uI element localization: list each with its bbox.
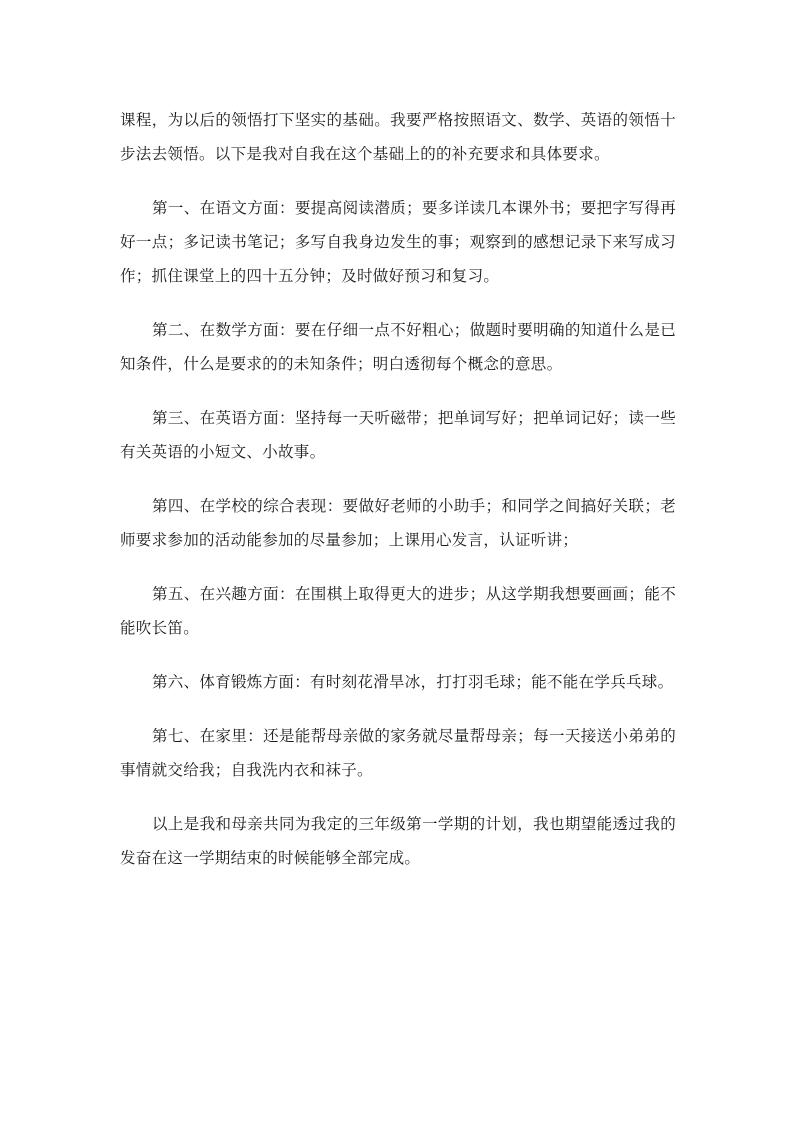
- paragraph-sports: 第六、体育锻炼方面：有时刻花滑旱冰，打打羽毛球；能不能在学兵乓球。: [152, 673, 674, 691]
- paragraph-conclusion: 以上是我和母亲共同为我定的三年级第一学期的计划，我也期望能透过我的发奋在这一学期结束的时候能够全部完成。: [120, 815, 676, 867]
- paragraph-intro-continuation: 课程，为以后的领悟打下坚实的基础。我要严格按照语文、数学、英语的领悟十步法去领悟。以下是我对自我在这个基础上的的补充要求和具体要求。: [120, 111, 676, 163]
- paragraph-chinese-goals: 第一、在语文方面：要提高阅读潜质；要多详读几本课外书；要把字写得再好一点；多记读书笔记；多写自我身边发生的事；观察到的感想记录下来写成习作；抓住课堂上的四十五分钟；及时做好预习和复习。: [120, 199, 676, 285]
- paragraph-english-goals: 第三、在英语方面：坚持每一天听磁带；把单词写好；把单词记好；读一些有关英语的小短文、小故事。: [120, 409, 676, 461]
- document-page: [120, 103, 676, 875]
- paragraph-math-goals: 第二、在数学方面：要在仔细一点不好粗心；做题时要明确的知道什么是已知条件，什么是要求的的未知条件；明白透彻每个概念的意思。: [120, 321, 676, 373]
- paragraph-school-performance: 第四、在学校的综合表现：要做好老师的小助手；和同学之间搞好关联；老师要求参加的活动能参加的尽量参加；上课用心发言，认证听讲；: [120, 497, 676, 549]
- paragraph-home: 第七、在家里：还是能帮母亲做的家务就尽量帮母亲；每一天接送小弟弟的事情就交给我；自我洗内衣和袜子。: [120, 727, 676, 779]
- paragraph-interests: 第五、在兴趣方面：在围棋上取得更大的进步；从这学期我想要画画；能不能吹长笛。: [120, 585, 676, 637]
